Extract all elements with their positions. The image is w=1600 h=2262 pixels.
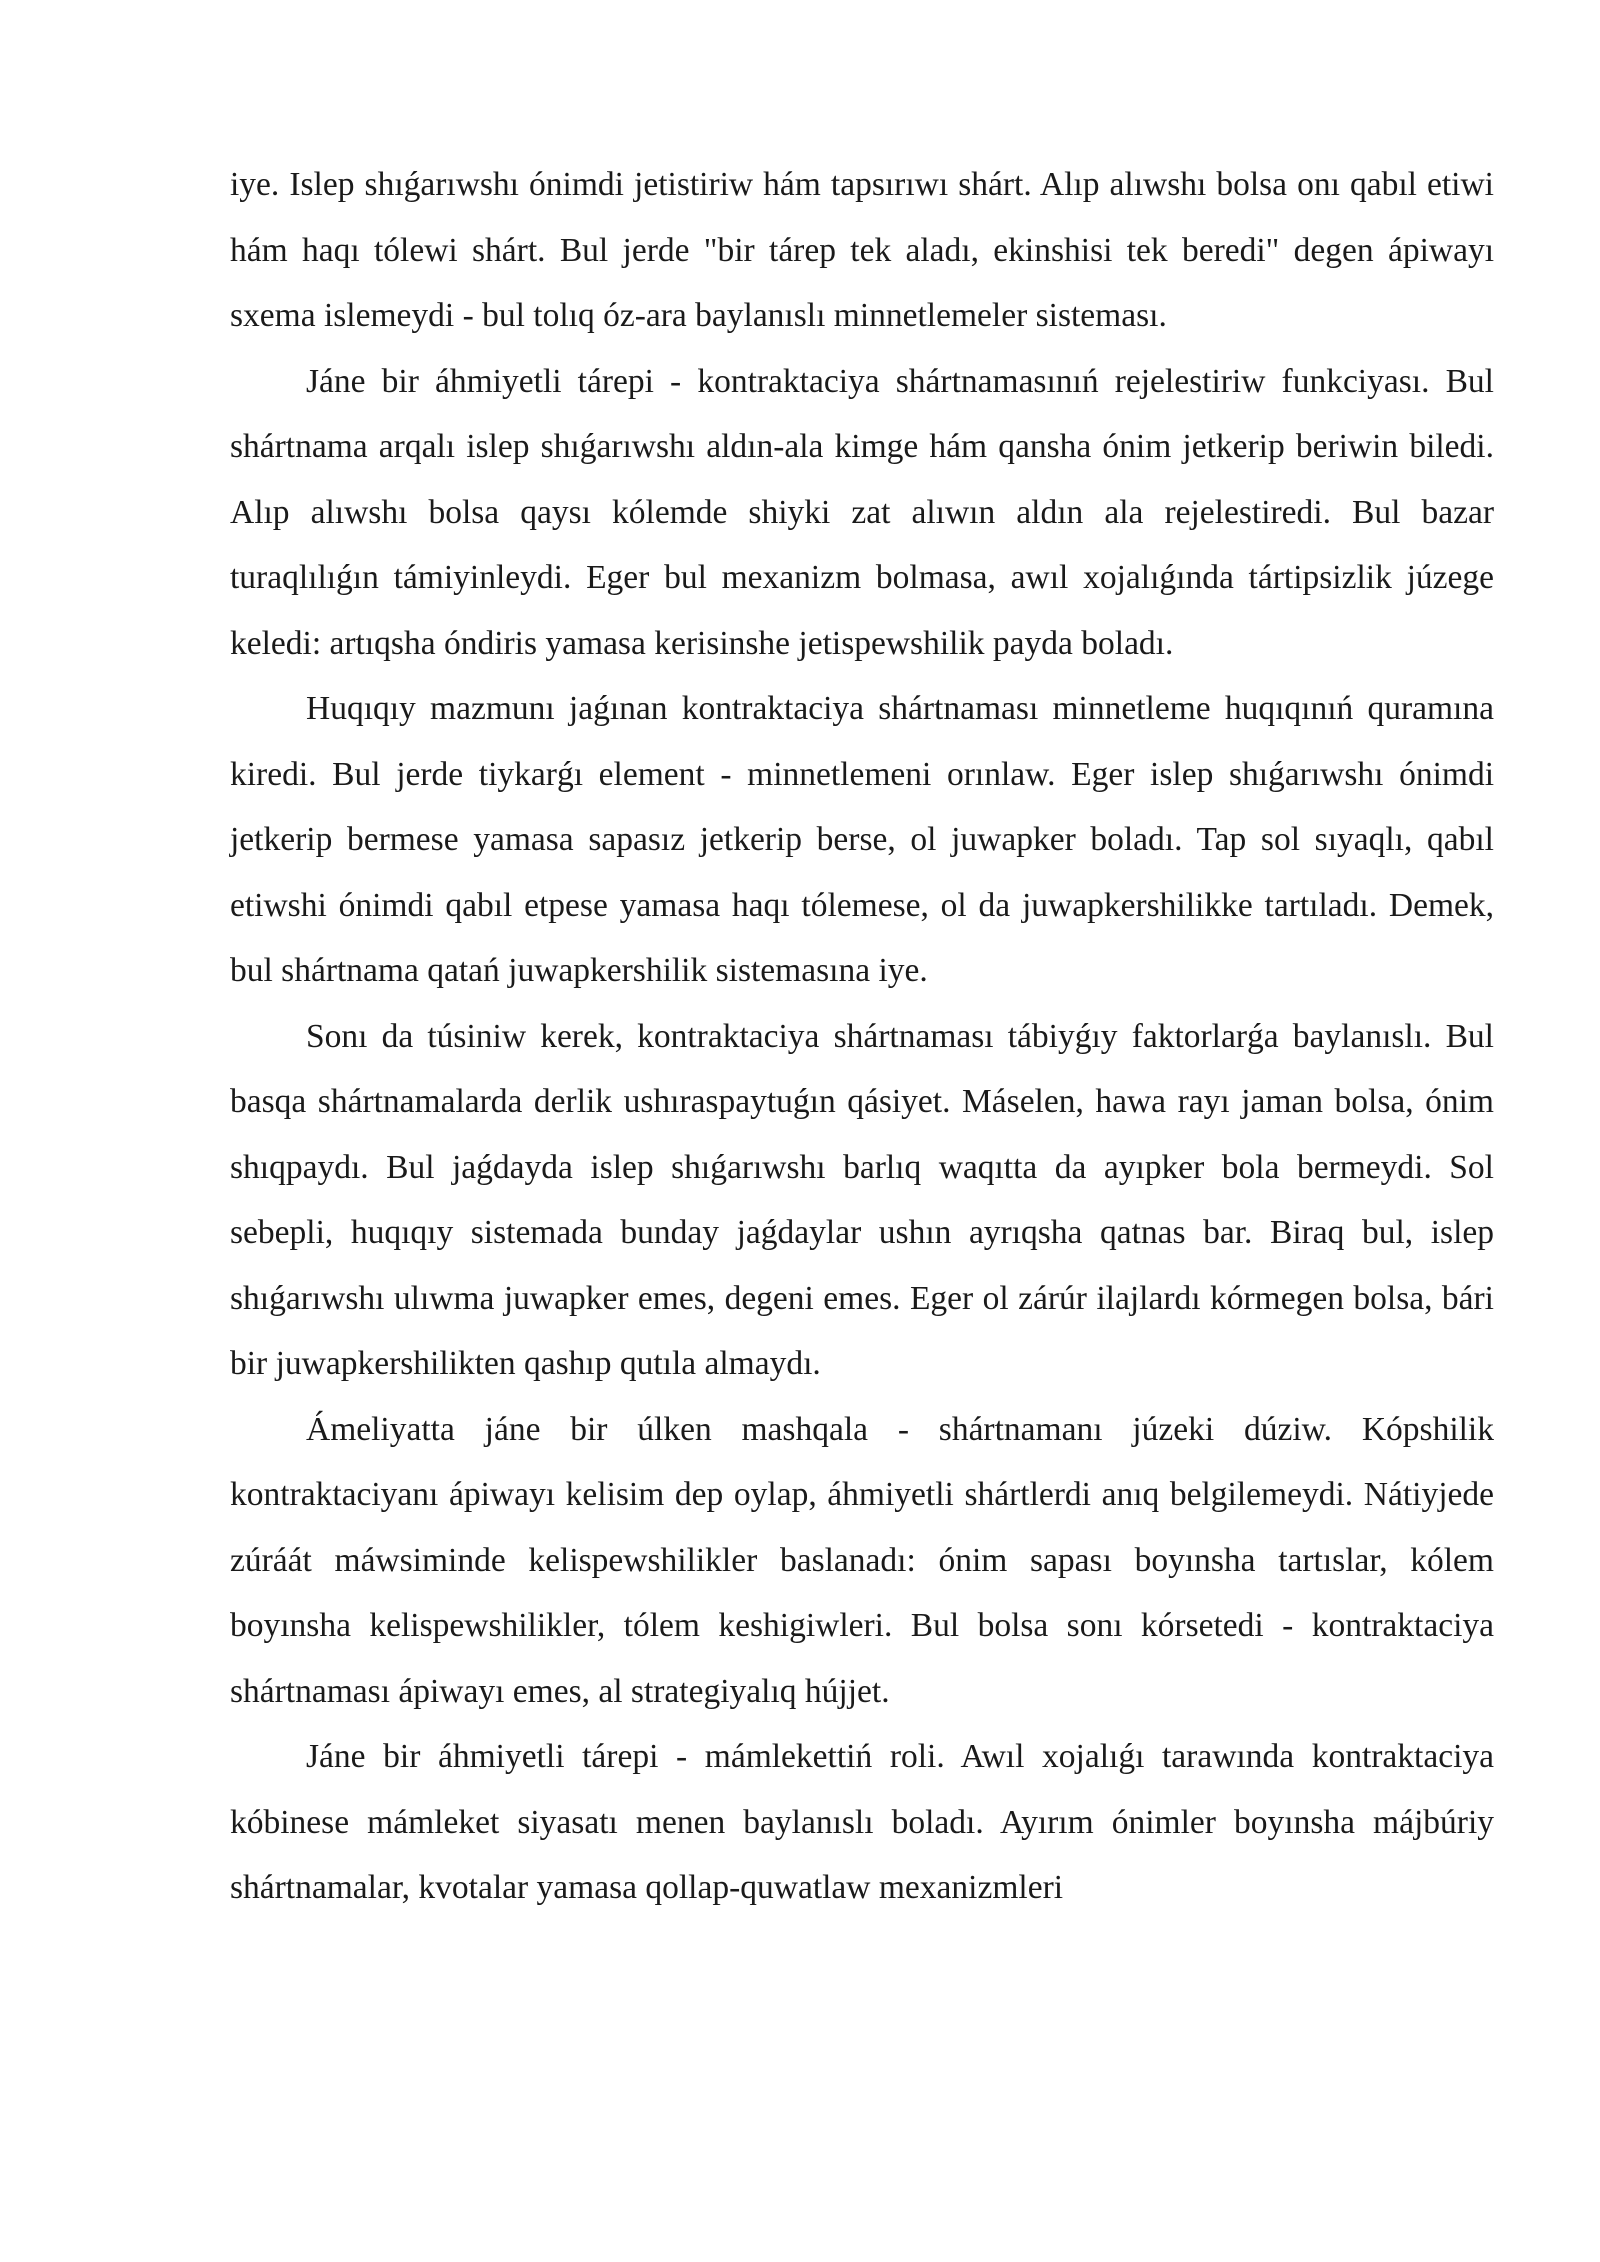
paragraph-3: Huqıqıy mazmunı jaǵınan kontraktaciya shártnaması minnetleme huqıqınıń quramına kiredi. Bul jerde tiykarǵı element - minnetlemeni orınlaw. Eger islep shıǵarıwshı ónimdi jetkerip bermese yamasa sapasız jetkerip berse, ol juwapker boladı. Tap sol sıyaqlı, qabıl etiwshi ónimdi qabıl etpese yamasa haqı tólemese, ol da juwapkershilikke tartıladı. Demek, bul shártnama qatań juwapkershilik sistemasına iye. [230,690,1494,989]
paragraph-6: Jáne bir áhmiyetli tárepi - mámlekettiń roli. Awıl xojalıǵı tarawında kontraktaciya kóbinese mámleket siyasatı menen baylanıslı boladı. Ayırım ónimler boyınsha májbúriy shártnamalar, kvotalar yamasa qollap-quwatlaw mexanizmleri [230,1738,1494,1906]
paragraph-4: Sonı da túsiniw kerek, kontraktaciya shártnaması tábiyǵıy faktorlarǵa baylanıslı. Bul basqa shártnamalarda derlik ushıraspaytuǵın qásiyet. Máselen, hawa rayı jaman bolsa, ónim shıqpaydı. Bul jaǵdayda islep shıǵarıwshı barlıq waqıtta da ayıpker bola bermeydi. Sol sebepli, huqıqıy sistemada bunday jaǵdaylar ushın ayrıqsha qatnas bar. Biraq bul, islep shıǵarıwshı ulıwma juwapker emes, degeni emes. Eger ol zárúr ilajlardı kórmegen bolsa, bári bir juwapkershilikten qashıp qutıla almaydı. [230,1017,1494,1382]
paragraph-2: Jáne bir áhmiyetli tárepi - kontraktaciya shártnamasınıń rejelestiriw funkciyası. Bul shártnama arqalı islep shıǵarıwshı aldın-ala kimge hám qansha ónim jetkerip beriwin biledi. Alıp alıwshı bolsa qaysı kólemde shiyki zat alıwın aldın ala rejelestiredi. Bul bazar turaqlılıǵın támiyinleydi. Eger bul mexanizm bolmasa, awıl xojalıǵında tártipsizlik júzege keledi: artıqsha óndiris yamasa kerisinshe jetispewshilik payda boladı. [230,362,1494,662]
document-page [230,152,1494,1921]
paragraph-1: iye. Islep shıǵarıwshı ónimdi jetistiriw hám tapsırıwı shárt. Alıp alıwshı bolsa onı qabıl etiwi hám haqı tólewi shárt. Bul jerde "bir tárep tek aladı, ekinshisi tek beredi" degen ápiwayı sxema islemeydi - bul tolıq óz-ara baylanıslı minnetlemeler sisteması. [230,166,1494,334]
paragraph-5: Ámeliyatta jáne bir úlken mashqala - shártnamanı júzeki dúziw. Kópshilik kontraktaciyanı ápiwayı kelisim dep oylap, áhmiyetli shártlerdi anıq belgilemeydi. Nátiyjede zúráát máwsiminde kelispewshilikler baslanadı: ónim sapası boyınsha tartıslar, kólem boyınsha kelispewshilikler, tólem keshigiwleri. Bul bolsa sonı kórsetedi - kontraktaciya shártnaması ápiwayı emes, al strategiyalıq hújjet. [230,1410,1494,1710]
